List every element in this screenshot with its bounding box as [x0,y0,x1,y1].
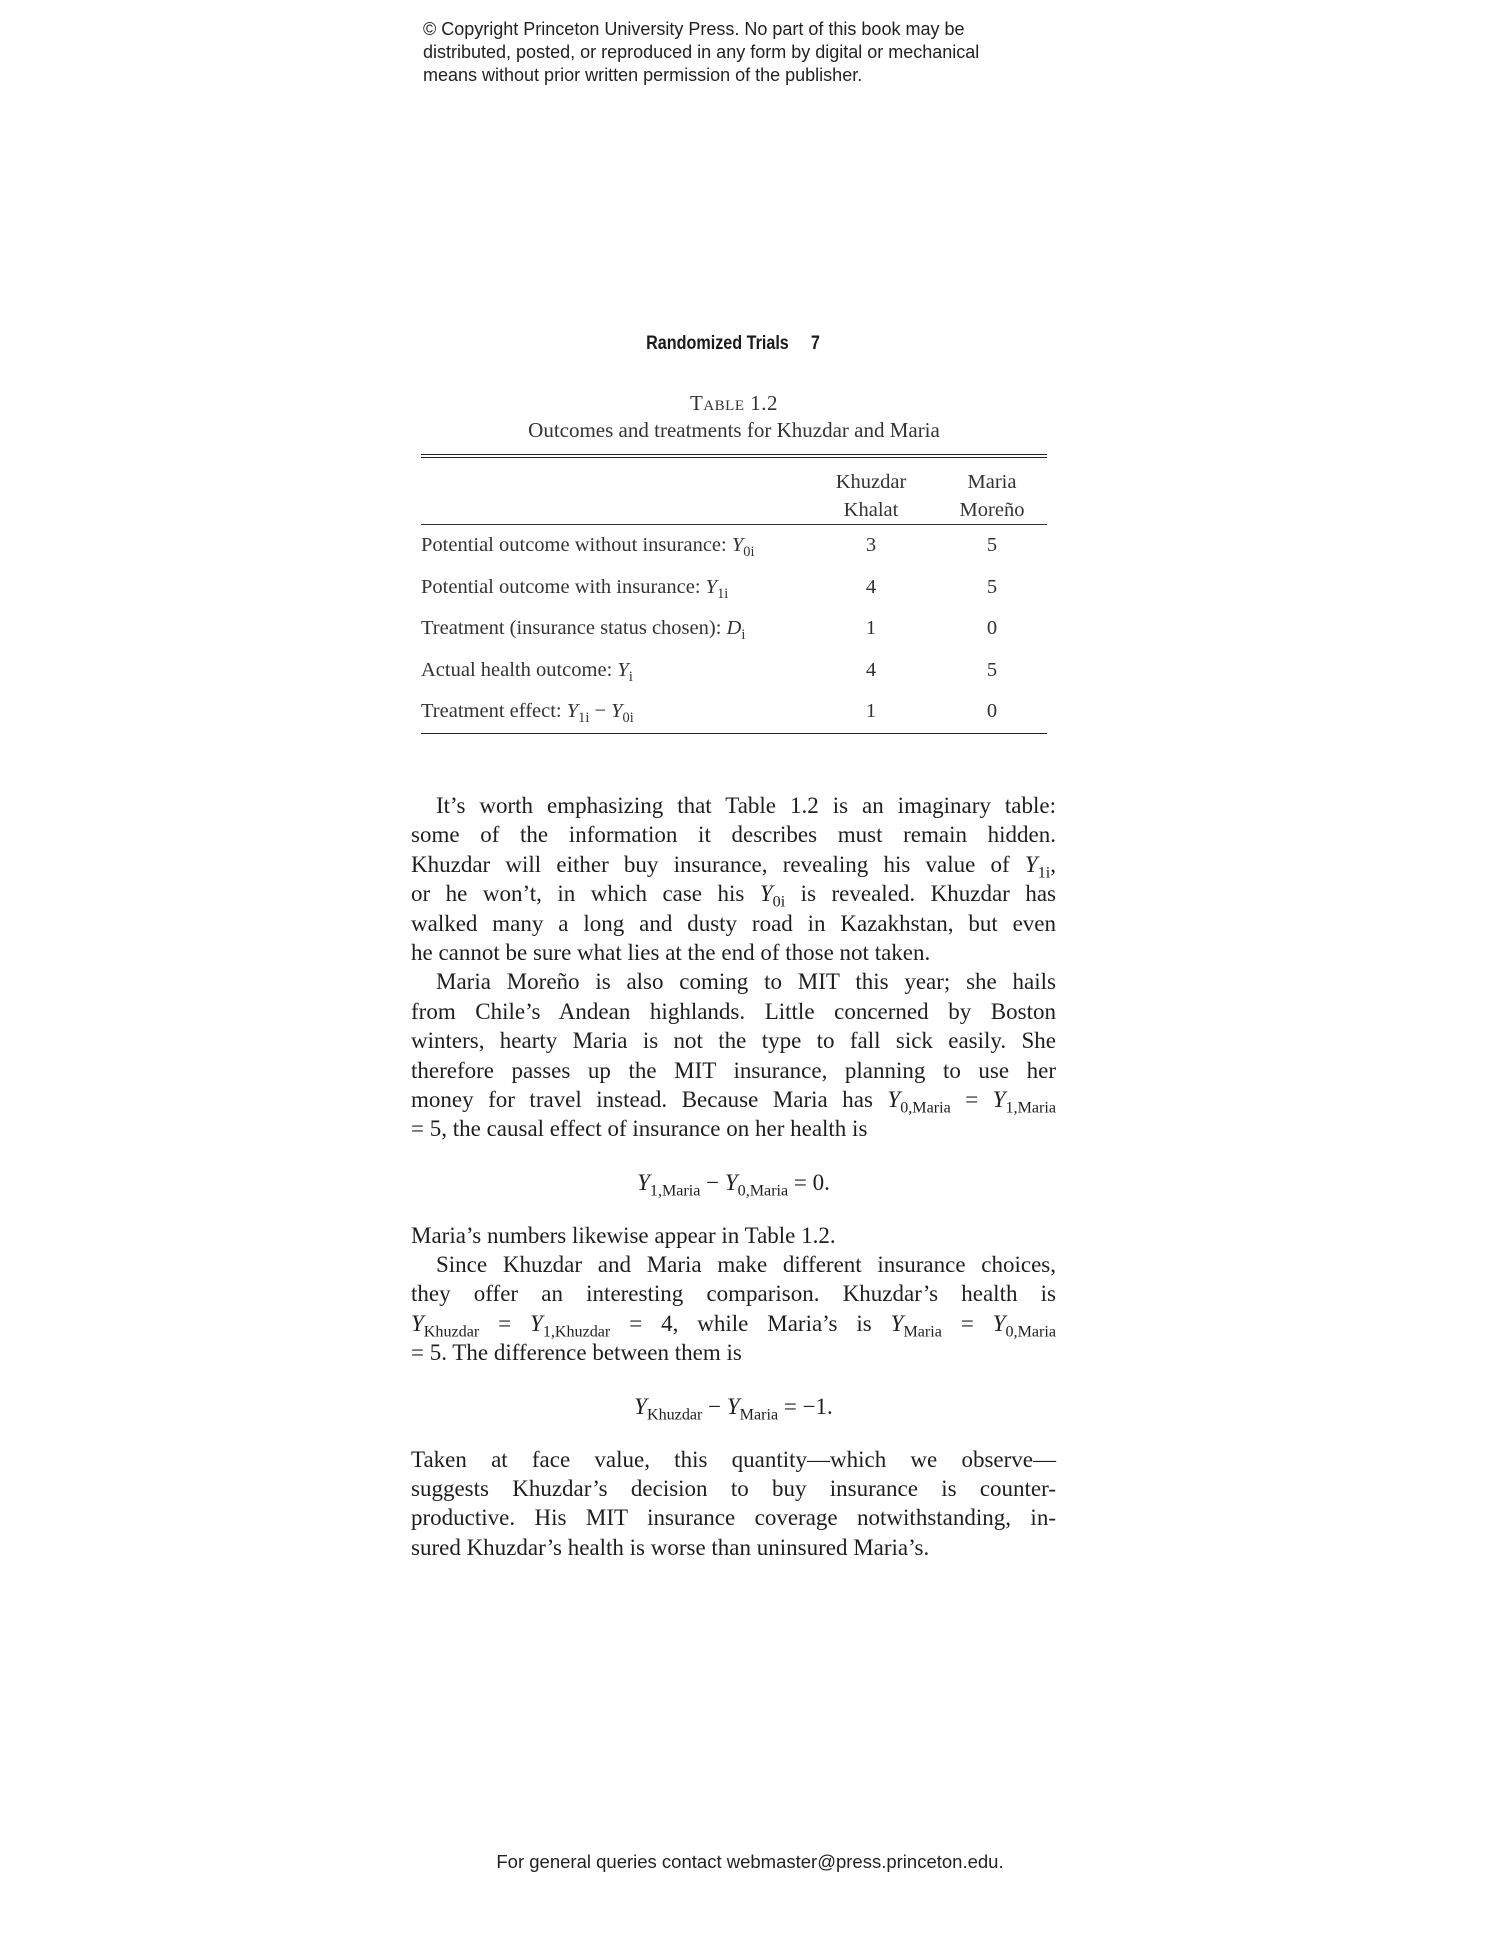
variable-symbol: Y [731,534,744,557]
text-run: Actual health outcome: [421,658,618,681]
text-run: therefore passes up the MIT insurance, planning to use her [411,1057,1056,1083]
table-row [421,608,1047,650]
text-run: Treatment effect: [421,700,567,723]
text-line [411,997,1056,1026]
math-variable [887,1086,951,1117]
body-text [411,791,1056,1562]
table-label: Table 1.2 [690,391,778,415]
variable-symbol: Y [611,700,623,723]
variable-subscript: 1,Khuzdar [542,1323,611,1341]
math-variable [566,700,590,727]
text-run: = [479,1310,531,1336]
text-line [411,1309,1056,1341]
variable-subscript: 1,Maria [1005,1099,1056,1117]
text-line [411,967,1056,996]
cell-khuzdar: 4 [865,575,877,598]
variable-symbol: D [726,617,742,640]
display-equation [411,1144,1056,1221]
paragraph [411,1445,1056,1563]
math-variable [530,1310,611,1341]
variable-subscript: 0i [772,893,786,911]
text-run: Taken at face value, this quantity—which we observe— [411,1446,1056,1472]
row-label [421,534,805,561]
column-header-khuzdar [805,468,937,524]
variable-symbol: Y [724,1169,738,1195]
page-number: 7 [810,333,820,354]
chapter-title: Randomized Trials [646,333,789,354]
header-line: Khalat [843,499,899,521]
table-row [421,691,1047,733]
text-run: is revealed. Khuzdar has [785,881,1056,907]
cell-khuzdar: 4 [865,658,877,681]
variable-subscript: 0,Maria [1005,1323,1056,1341]
table-header-row [421,458,1047,525]
paragraph [411,967,1056,1143]
variable-symbol: Y [566,700,579,723]
copyright-line: distributed, posted, or reproduced in any form by digital or mechanical [423,42,980,62]
copyright-line: means without prior written permission of the publisher. [423,65,863,85]
variable-subscript: Khuzdar [423,1323,480,1341]
math-variable [992,1086,1056,1117]
text-run: = [950,1086,993,1112]
text-run: Potential outcome without insurance: [421,534,732,557]
variable-symbol: Y [617,658,629,681]
variable-subscript: 0i [622,710,634,727]
text-line [411,791,1056,820]
variable-symbol: Y [726,1393,740,1419]
header-line: Khuzdar [835,471,907,493]
variable-symbol: Y [530,1310,543,1336]
variable-subscript: 0,Maria [900,1099,951,1117]
table-row [421,567,1047,609]
text-line [411,1279,1056,1308]
table-row [421,525,1047,567]
display-equation [411,1368,1056,1445]
text-line [411,1474,1056,1503]
text-run: = 4, while Maria’s is [610,1310,891,1336]
text-line [411,1056,1056,1085]
text-line [411,1503,1056,1532]
row-label [421,617,805,644]
math-variable [726,1393,779,1424]
text-run: or he won’t, in which case his [411,881,760,907]
variable-subscript: 1i [578,710,590,727]
text-run: Treatment (insurance status chosen): [421,617,727,640]
copyright-notice [423,18,1063,87]
math-variable [759,881,786,911]
table-title: Outcomes and treatments for Khuzdar and Maria [528,418,940,442]
variable-subscript: 0,Maria [737,1182,789,1200]
math-variable [724,1169,789,1200]
text-run: he cannot be sure what lies at the end of those not taken. [411,939,931,965]
table-caption [421,390,1047,444]
text-run: − [700,1169,725,1195]
table-body [421,525,1047,733]
text-line [411,1338,1056,1367]
variable-symbol: Y [887,1086,901,1112]
text-line [411,938,1056,967]
text-run: , [1050,851,1056,877]
math-variable [731,534,755,561]
text-run: walked many a long and dusty road in Kazakhstan, but even [411,910,1056,936]
cell-maria: 0 [986,700,998,723]
text-run: suggests Khuzdar’s decision to buy insurance is counter- [411,1476,1056,1502]
cell-maria: 5 [986,575,998,598]
math-variable [726,617,746,644]
variable-subscript: i [628,668,633,685]
cell-khuzdar: 3 [865,534,877,557]
text-run: = [941,1310,993,1336]
text-run: they offer an interesting comparison. Khuzdar’s health is [411,1281,1056,1307]
math-variable [411,1310,480,1341]
outcomes-table [421,454,1047,734]
text-run: Maria’s numbers likewise appear in Table 1.2. [411,1222,836,1248]
table-row [421,650,1047,692]
text-run: − [702,1393,727,1419]
variable-symbol: Y [992,1310,1006,1336]
math-variable [617,658,633,685]
variable-subscript: 1i [717,585,729,602]
header-line: Moreño [959,499,1025,521]
text-line [411,1250,1056,1279]
variable-symbol: Y [637,1169,650,1195]
variable-symbol: Y [890,1310,904,1336]
cell-khuzdar: 1 [865,700,877,723]
variable-subscript: Maria [739,1406,779,1424]
variable-subscript: 1,Maria [649,1182,701,1200]
paragraph [411,1221,1056,1250]
cell-khuzdar: 1 [865,617,877,640]
text-run: Maria Moreño is also coming to MIT this year; she hails [436,969,1056,995]
variable-subscript: i [741,627,746,644]
text-run: = −1. [778,1393,833,1419]
column-header-maria [937,468,1047,524]
text-line [411,850,1056,882]
text-line [411,1221,1056,1250]
running-head [110,333,1356,355]
text-run: productive. His MIT insurance coverage notwithstanding, in- [411,1505,1056,1531]
math-variable [637,1169,701,1200]
text-line [411,879,1056,911]
text-line [411,1114,1056,1143]
text-run: Since Khuzdar and Maria make different insurance choices, [436,1252,1056,1278]
text-line [411,820,1056,849]
variable-symbol: Y [1024,851,1038,877]
text-run: = 5, the causal effect of insurance on her health is [411,1116,868,1142]
variable-subscript: Maria [903,1323,942,1341]
math-variable [890,1310,942,1341]
text-run: It’s worth emphasizing that Table 1.2 is an imaginary table: [436,793,1056,818]
math-variable [705,575,729,602]
table-bottom-rule [421,733,1047,734]
row-label [421,658,805,685]
variable-subscript: Khuzdar [646,1406,703,1424]
text-line [411,1533,1056,1562]
footer-contact: For general queries contact webmaster@press.princeton.edu. [496,1851,1004,1872]
row-label [421,575,805,602]
paragraph [411,1250,1056,1368]
math-variable [992,1310,1056,1341]
row-label [421,700,805,727]
variable-subscript: 0i [743,544,755,561]
text-line [411,1085,1056,1117]
text-line [411,909,1056,938]
text-run: Khuzdar will either buy insurance, revealing his value of [411,851,1025,877]
variable-subscript: 1i [1037,864,1051,882]
text-run: money for travel instead. Because Maria has [411,1086,888,1112]
text-run: Potential outcome with insurance: [421,575,706,598]
text-line [411,1445,1056,1474]
copyright-line: © Copyright Princeton University Press. No part of this book may be [423,19,965,39]
variable-symbol: Y [411,1310,424,1336]
variable-symbol: Y [759,881,773,907]
text-run: = 5. The difference between them is [411,1340,742,1366]
paragraph [411,791,1056,967]
text-run: − [589,700,612,723]
math-variable [611,700,634,727]
text-run: winters, hearty Maria is not the type to fall sick easily. She [411,1028,1056,1054]
header-line: Maria [967,471,1017,493]
cell-maria: 0 [986,617,998,640]
text-run: sured Khuzdar’s health is worse than uninsured Maria’s. [411,1534,930,1560]
variable-symbol: Y [705,575,718,598]
variable-symbol: Y [992,1086,1006,1112]
text-run: some of the information it describes must remain hidden. [411,822,1056,848]
math-variable [1024,851,1051,882]
variable-symbol: Y [634,1393,647,1419]
math-variable [634,1393,703,1424]
text-line [411,1026,1056,1055]
cell-maria: 5 [986,658,998,681]
text-run: = 0. [788,1169,830,1195]
text-run: from Chile’s Andean highlands. Little concerned by Boston [411,998,1056,1024]
cell-maria: 5 [986,534,998,557]
